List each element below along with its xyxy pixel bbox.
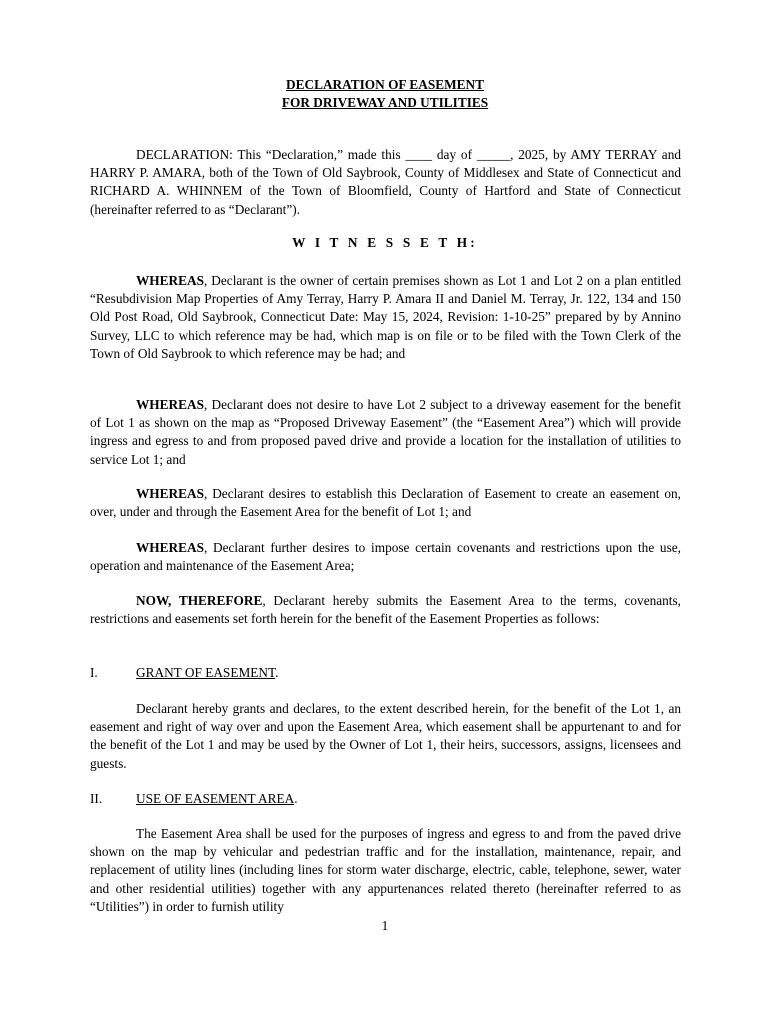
section-2-body: The Easement Area shall be used for the purposes of ingress and egress to and from the paved drive shown on the map by vehicular and pedestrian traffic and for the installation, maintenance, repair, and replacement of utility lines (including lines for storm water discharge, electric, cable, telephone, sewer, water and other residential utilities) together with any appurtenances related thereto (hereinafter referred to as “Utilities”) in order to furnish utility: [90, 826, 681, 914]
whereas-paragraph-2: [90, 396, 681, 469]
title-line-2: FOR DRIVEWAY AND UTILITIES: [281, 95, 489, 110]
whereas-lead: WHEREAS: [136, 397, 204, 412]
whereas-lead: WHEREAS: [136, 540, 204, 555]
section-title: GRANT OF EASEMENT: [136, 665, 276, 680]
section-heading-1: I. GRANT OF EASEMENT.: [90, 664, 681, 682]
whereas-lead: WHEREAS: [136, 273, 204, 288]
intro-paragraph: DECLARATION: This “Declaration,” made this ____ day of _____, 2025, by AMY TERRAY and HARRY P. AMARA, both of the Town of Old Saybrook, County of Middlesex and State of Connecticut and RICHARD A. WHINNEM of the Town of Bloomfield, County of Hartford and State of Connecticut (hereinafter referred to as “Declarant”).: [90, 147, 681, 217]
whereas-paragraph-4: [90, 539, 681, 575]
section-title: USE OF EASEMENT AREA: [136, 791, 295, 806]
whereas-text: , Declarant does not desire to have Lot 2 subject to a driveway easement for the benefit of Lot 1 as shown on the map as “Proposed Driveway Easement” (the “Easement Area”) which will provide ingress and egress to and from proposed paved drive and provide a location for the installation of utilities to service Lot 1; and: [90, 397, 681, 467]
whereas-text: , Declarant desires to establish this Declaration of Easement to create an easement on, over, under and through the Easement Area for the benefit of Lot 1; and: [90, 486, 681, 520]
section-number: II.: [90, 791, 103, 806]
whereas-paragraph-1: [90, 272, 681, 363]
whereas-text: , Declarant is the owner of certain premises shown as Lot 1 and Lot 2 on a plan entitled “Resubdivision Map Properties of Amy Terray, Harry P. Amara II and Daniel M. Terray, Jr. 122, 134 and 150 Old Post Road, Old Saybrook, Connecticut Date: May 15, 2024, Revision: 1-10-25” prepared by by Annino Survey, LLC to which reference may be had, which map is on file or to be filed with the Town Clerk of the Town of Old Saybrook to which reference may be had; and: [90, 273, 681, 361]
now-therefore-text: , Declarant hereby submits the Easement Area to the terms, covenants, restrictions and easements set forth herein for the benefit of the Easement Properties as follows:: [90, 593, 681, 627]
section-heading-2: II. USE OF EASEMENT AREA.: [90, 790, 681, 808]
document-title: [0, 76, 770, 112]
title-line-1: DECLARATION OF EASEMENT: [286, 77, 484, 92]
page-number: 1: [381, 918, 389, 933]
whereas-paragraph-3: [90, 485, 681, 521]
whereas-text: , Declarant further desires to impose certain covenants and restrictions upon the use, operation and maintenance of the Easement Area;: [90, 540, 681, 574]
whereas-lead: WHEREAS: [136, 486, 204, 501]
witnesseth-heading: W I T N E S S E T H:: [292, 235, 478, 250]
section-1-body: Declarant hereby grants and declares, to the extent described herein, for the benefit of the Lot 1, an easement and right of way over and upon the Easement Area, which easement shall be appurtenant to and for the benefit of the Lot 1 and may be used by the Owner of Lot 1, their heirs, successors, assigns, licensees and guests.: [90, 701, 681, 771]
now-therefore-paragraph: [90, 592, 681, 628]
section-number: I.: [90, 665, 98, 680]
now-therefore-lead: NOW, THEREFORE: [136, 593, 263, 608]
